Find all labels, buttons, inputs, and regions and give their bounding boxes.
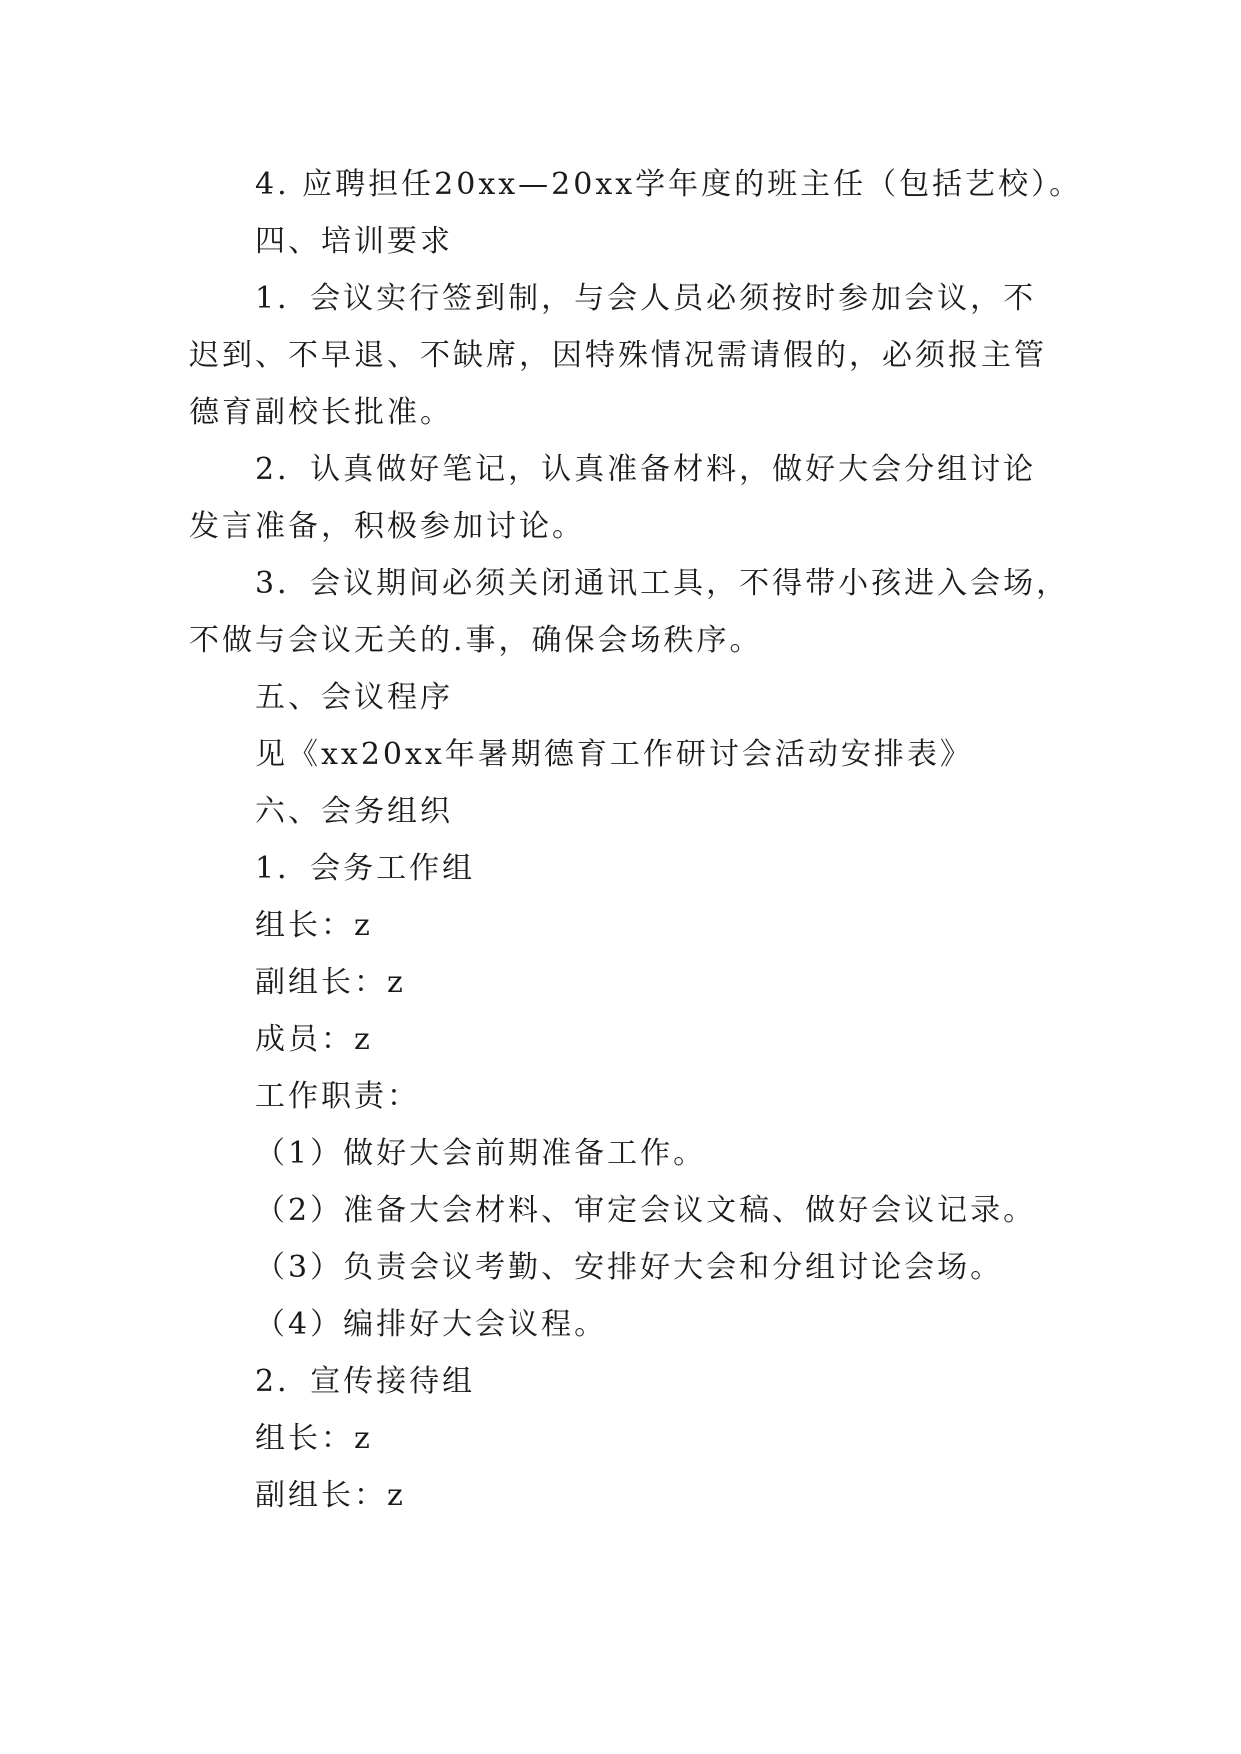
section-heading: 五、会议程序 [255, 680, 453, 715]
text-line: 组长：z [255, 1421, 373, 1456]
text-line: 1．会议实行签到制，与会人员必须按时参加会议，不 [255, 281, 1037, 316]
subsection-heading: 2．宣传接待组 [255, 1364, 476, 1399]
text-line: 副组长：z [255, 965, 406, 1000]
list-item: （4）编排好大会议程。 [255, 1307, 608, 1342]
text-line: 组长：z [255, 908, 373, 943]
text-line: 4. 应聘担任20xx—20xx学年度的班主任（包括艺校）。 [255, 167, 1083, 202]
text-line: 工作职责： [255, 1079, 420, 1114]
text-line: 3．会议期间必须关闭通讯工具，不得带小孩进入会场， [255, 566, 1070, 601]
text-line: 2．认真做好笔记，认真准备材料，做好大会分组讨论 [255, 452, 1037, 487]
list-item: （3）负责会议考勤、安排好大会和分组讨论会场。 [255, 1250, 1004, 1285]
list-item: （2）准备大会材料、审定会议文稿、做好会议记录。 [255, 1193, 1037, 1228]
text-line: 迟到、不早退、不缺席，因特殊情况需请假的，必须报主管 [189, 338, 1047, 373]
text-line: 副组长：z [255, 1478, 406, 1513]
text-line: 成员：z [255, 1022, 373, 1057]
list-item: （1）做好大会前期准备工作。 [255, 1136, 707, 1171]
text-line: 发言准备，积极参加讨论。 [189, 509, 585, 544]
text-line: 见《xx20xx年暑期德育工作研讨会活动安排表》 [255, 737, 973, 772]
subsection-heading: 1．会务工作组 [255, 851, 476, 886]
section-heading: 六、会务组织 [255, 794, 453, 829]
text-line: 不做与会议无关的.事，确保会场秩序。 [189, 623, 763, 658]
text-line: 德育副校长批准。 [189, 395, 453, 430]
section-heading: 四、培训要求 [255, 224, 453, 259]
